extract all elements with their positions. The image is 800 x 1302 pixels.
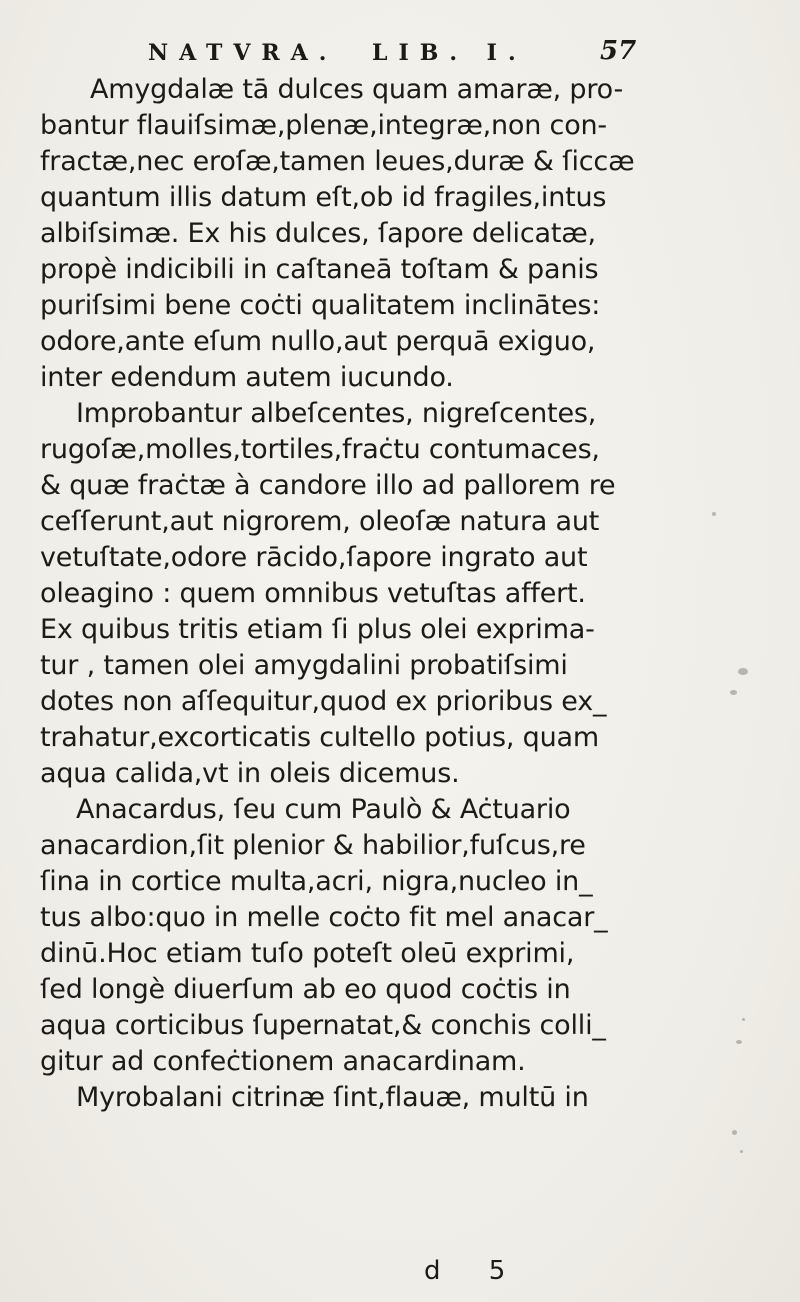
- signature-mark: d 5: [424, 1256, 526, 1286]
- text-line: quantum illis datum eſt,ob id fragiles,intus: [40, 182, 607, 213]
- paper-speck: [742, 1018, 745, 1021]
- text-line: rugoſæ,molles,tortiles,fraċtu contumaces,: [40, 434, 600, 465]
- text-line: Improbantur albeſcentes, nigreſcentes,: [76, 398, 597, 429]
- paper-speck: [738, 668, 748, 675]
- text-line: odore,ante eſum nullo,aut perquā exiguo,: [40, 326, 596, 357]
- text-line: vetuſtate,odore rācido,ſapore ingrato aut: [40, 542, 588, 573]
- paper-speck: [712, 512, 716, 516]
- text-line: ſina in cortice multa,acri, nigra,nucleo in_: [40, 866, 593, 897]
- text-line: dinū.Hoc etiam tuſo poteſt oleū exprimi,: [40, 938, 575, 969]
- text-line: inter edendum autem iucundo.: [40, 362, 454, 393]
- text-line: gitur ad confeċtionem anacardinam.: [40, 1046, 526, 1077]
- text-line: propè indicibili in caſtaneā toſtam & panis: [40, 254, 599, 285]
- text-line: tus albo:quo in melle coċto fit mel anacar_: [40, 902, 608, 933]
- text-line: aqua calida,vt in oleis dicemus.: [40, 758, 460, 789]
- text-line: Anacardus, ſeu cum Paulò & Aċtuario: [76, 794, 571, 825]
- text-line: ceſſerunt,aut nigrorem, oleoſæ natura aut: [40, 506, 600, 537]
- text-line: ſed longè diuerſum ab eo quod coċtis in: [40, 974, 571, 1005]
- text-line: & quæ fraċtæ à candore illo ad pallorem re: [40, 470, 616, 501]
- running-head-title: NATVRA.: [148, 40, 338, 66]
- page-number: 57: [600, 36, 637, 66]
- paper-speck: [732, 1130, 737, 1135]
- running-head-book: LIB. I.: [372, 40, 527, 66]
- text-line: aqua corticibus ſupernatat,& conchis colli_: [40, 1010, 606, 1041]
- text-line: dotes non aſſequitur,quod ex prioribus ex_: [40, 686, 607, 717]
- text-line: tur , tamen olei amygdalini probatiſsimi: [40, 650, 568, 681]
- text-line: oleagino : quem omnibus vetuſtas affert.: [40, 578, 586, 609]
- text-line: puriſsimi bene coċti qualitatem inclinātes:: [40, 290, 601, 321]
- text-line: Ex quibus tritis etiam ſi plus olei exprima-: [40, 614, 595, 645]
- paper-speck: [740, 1150, 743, 1153]
- text-line: trahatur,excorticatis cultello potius, quam: [40, 722, 599, 753]
- text-line: Amygdalæ tā dulces quam amaræ, pro-: [90, 74, 624, 105]
- text-line: albiſsimæ. Ex his dulces, ſapore delicatæ,: [40, 218, 596, 249]
- text-line: anacardion,ſit plenior & habilior,fuſcus,re: [40, 830, 586, 861]
- paper-speck: [730, 690, 737, 695]
- text-line: fractæ,nec eroſæ,tamen leues,duræ & ſiccæ: [40, 146, 635, 177]
- text-line: bantur flauiſsimæ,plenæ,integræ,non con-: [40, 110, 607, 141]
- text-line: Myrobalani citrinæ ſint,flauæ, multū in: [76, 1082, 589, 1113]
- paper-speck: [736, 1040, 742, 1044]
